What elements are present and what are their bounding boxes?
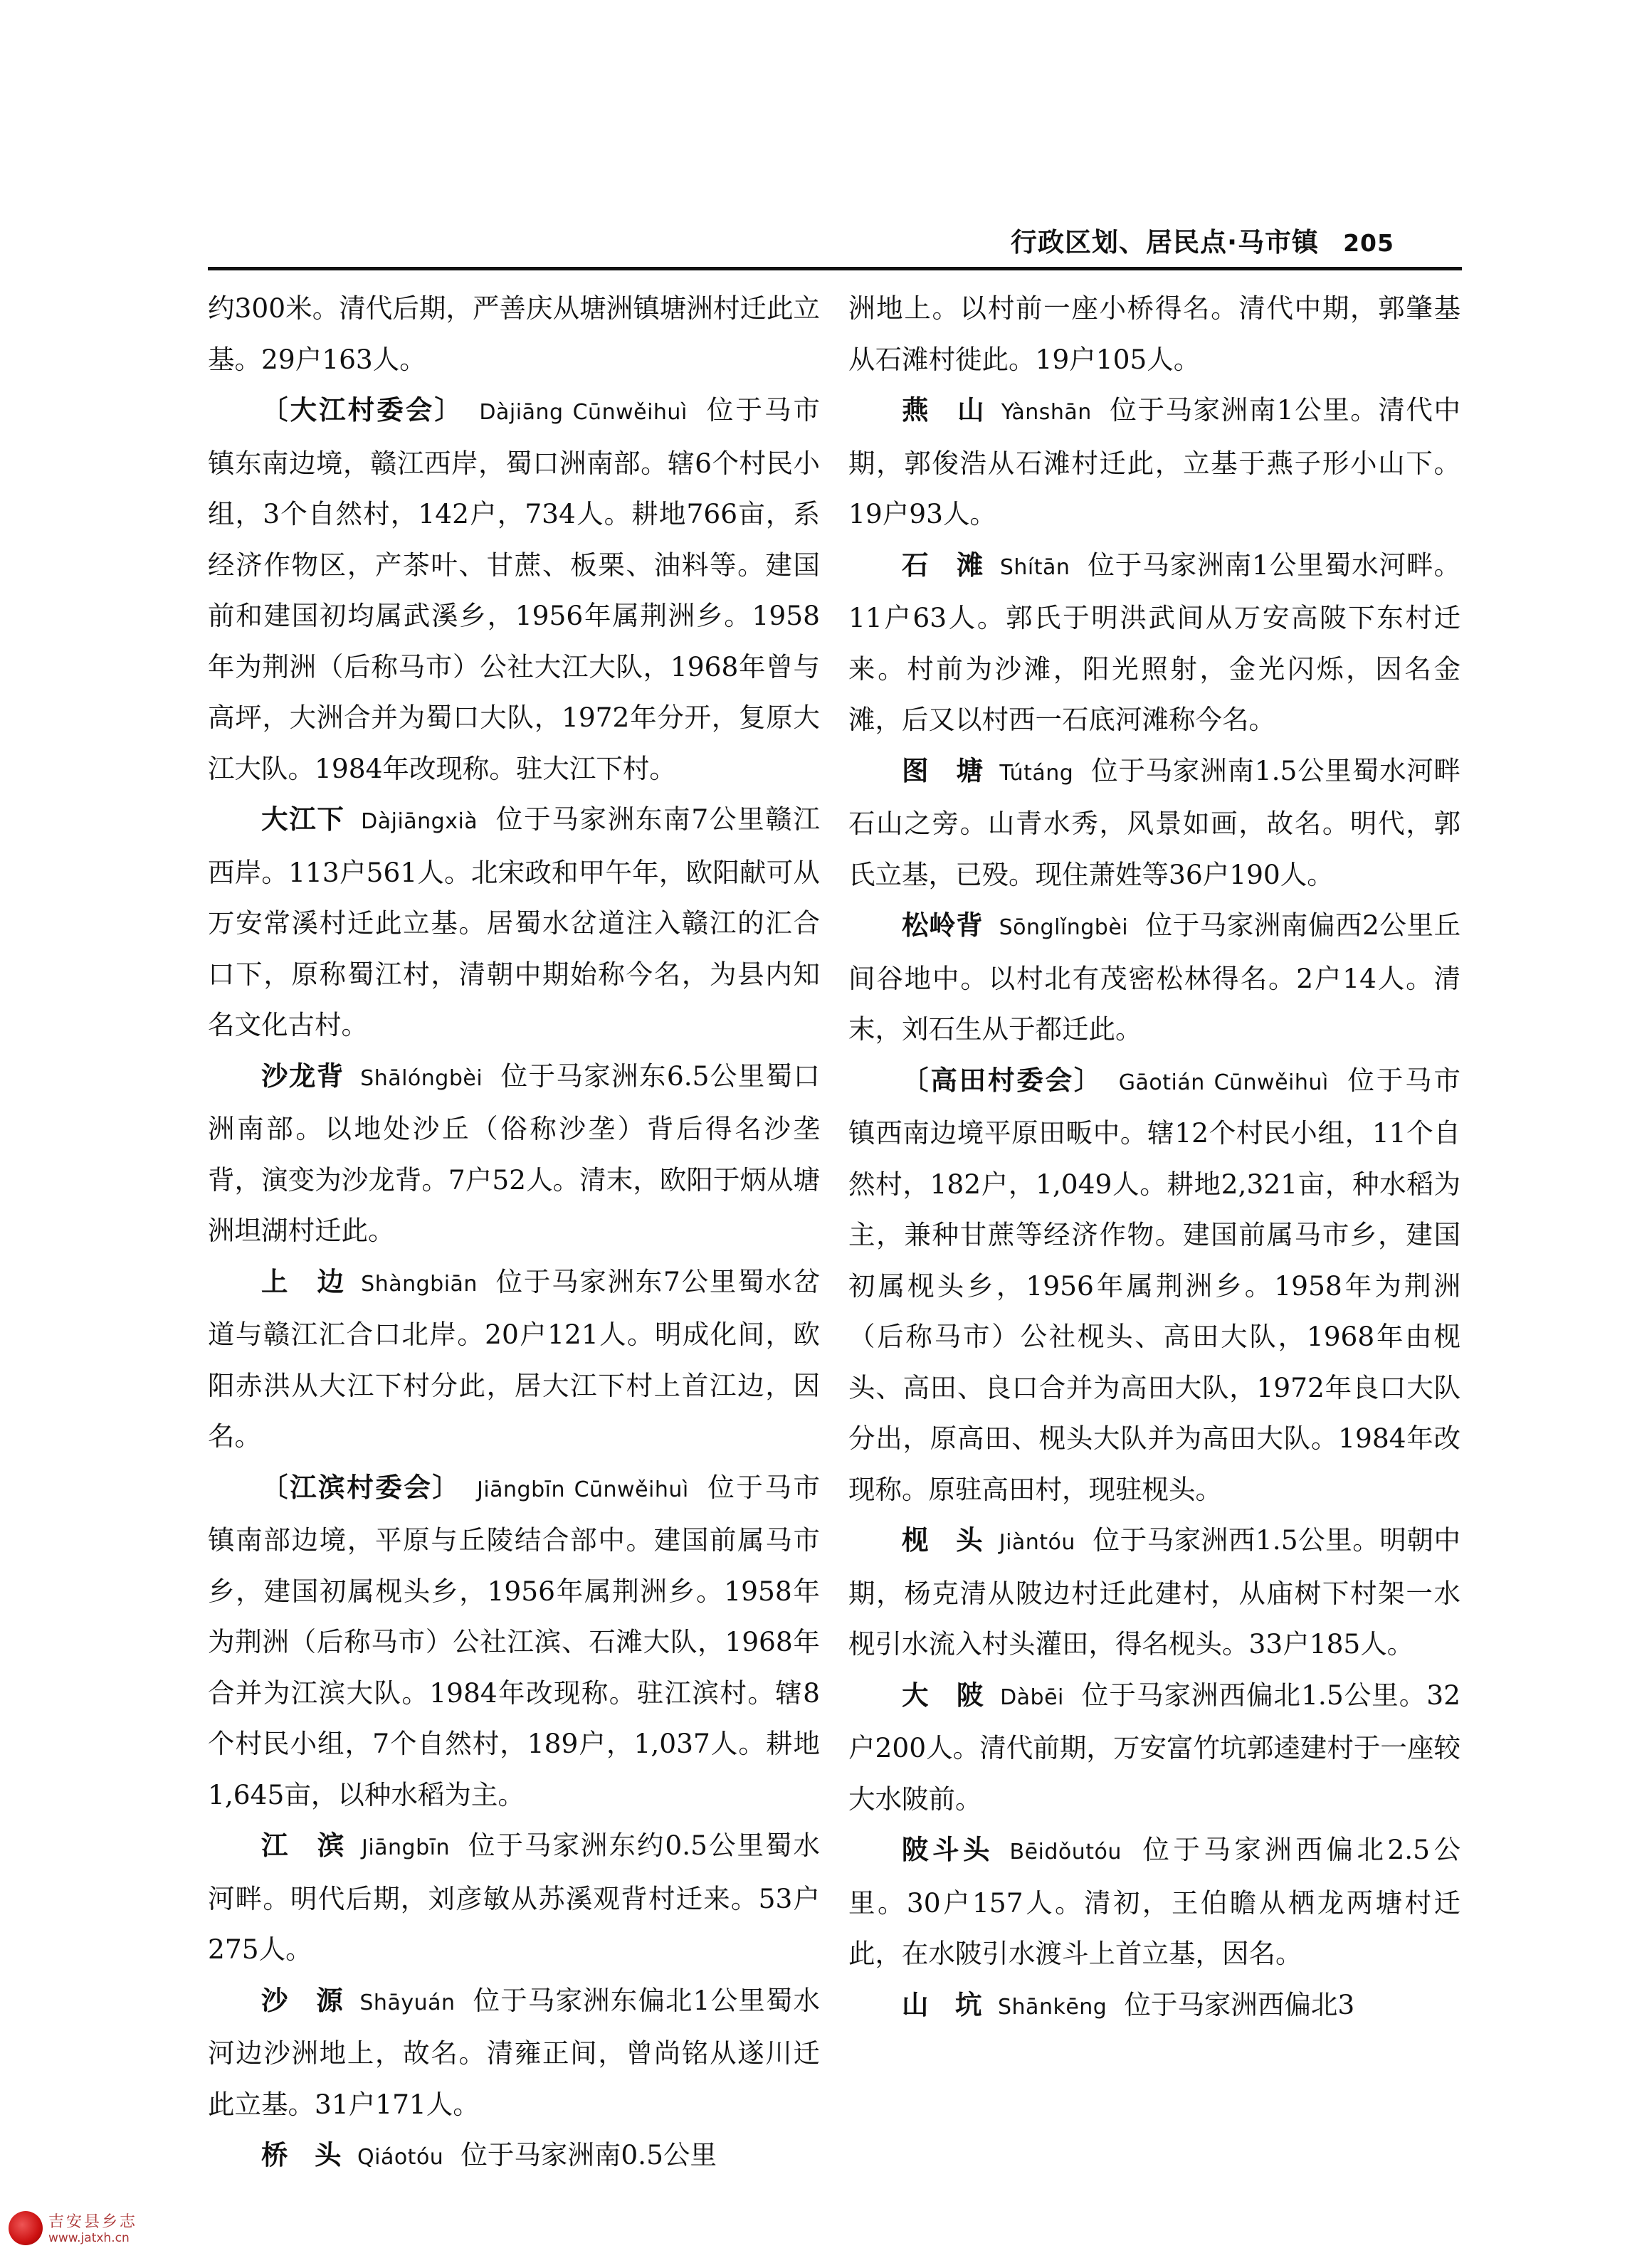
entry-paragraph [208,1257,820,1462]
entry-pinyin: Qiáotóu [357,2145,444,2170]
entry-paragraph [208,2130,820,2183]
entry-text: 位于马家洲西1.5公里。明朝中期，杨克清从陂边村迁此建村，从庙树下村架一水枧引水流入村头灌田，得名枧头。33户185人。 [848,1524,1461,1660]
entry-term: 〔高田村委会〕 [902,1064,1103,1096]
entry-term: 图 塘 [902,754,984,786]
entry-paragraph [848,1515,1460,1670]
entry-paragraph [208,794,820,1051]
entry-term: 桥 头 [261,2139,342,2171]
entry-text: 位于马家洲南1.5公里蜀水河畔石山之旁。山青水秀，风景如画，故名。明代，郭氏立基，已殁。现住萧姓等36户190人。 [848,754,1461,890]
entry-pinyin: Jiāngbīn [361,1835,450,1860]
running-header [1011,221,1438,259]
entry-pinyin: Jiāngbīn Cūnwěihuì [476,1477,689,1502]
entry-text: 位于马家洲东约0.5公里蜀水河畔。明代后期，刘彦敏从苏溪观背村迁来。53户275人。 [208,1830,820,1965]
right-column [848,283,1460,2032]
entry-paragraph [208,1976,820,2131]
entry-paragraph [848,385,1460,540]
entry-text: 约300米。清代后期，严善庆从塘洲镇塘洲村迁此立基。29户163人。 [208,292,820,375]
entry-paragraph [848,1055,1460,1516]
entry-text: 位于马家洲东7公里蜀水岔道与赣江汇合口北岸。20户121人。明成化间，欧阳赤洪从大江下村分此，居大江下村上首江边，因名。 [208,1265,820,1452]
entry-text: 位于马家洲西偏北3 [1124,1988,1355,2020]
entry-text: 位于马家洲南1公里。清代中期，郭俊浩从石滩村迁此，立基于燕子形小山下。19户93人。 [848,394,1460,529]
entry-pinyin: Gāotián Cūnwěihuì [1118,1070,1329,1095]
entry-text: 位于马市镇东南边境，赣江西岸，蜀口洲南部。辖6个村民小组，3个自然村，142户，734人。耕地766亩，系经济作物区，产茶叶、甘蔗、板栗、油料等。建国前和建国初均属武溪乡，1956年属荆洲乡。1958年为荆洲（后称马市）公社大江大队，1968年曾与高坪，大洲合并为蜀口大队，1972年分开，复原大江大队。1984年改现称。驻大江下村。 [208,394,821,784]
entry-paragraph [208,385,820,794]
header-rule [208,267,1462,270]
entry-paragraph [848,283,1460,385]
entry-term: 山 坑 [902,1988,982,2020]
entry-term: 沙龙背 [261,1060,344,1092]
entry-paragraph [848,540,1460,746]
entry-paragraph [208,1462,820,1821]
entry-pinyin: Yànshān [1001,400,1092,425]
entry-paragraph [848,746,1460,901]
entry-text: 位于马家洲南偏西2公里丘间谷地中。以村北有茂密松林得名。2户14人。清末，刘石生从于都迁此。 [848,909,1460,1045]
entry-text: 位于马家洲西偏北2.5公里。30户157人。清初，王伯瞻从栖龙两塘村迁此，在水陂引水渡斗上首立基，因名。 [848,1834,1461,1969]
entry-text: 位于马家洲东南7公里赣江西岸。113户561人。北宋政和甲午年，欧阳献可从万安常溪村迁此立基。居蜀水岔道注入赣江的汇合口下，原称蜀江村，清朝中期始称今名，为县内知名文化古村。 [208,803,821,1040]
entry-pinyin: Shāyuán [359,1990,456,2015]
entry-text: 位于马家洲南1公里蜀水河畔。11户63人。郭氏于明洪武间从万安高陂下东村迁来。村前为沙滩，阳光照射，金光闪烁，因名金滩，后又以村西一石底河滩称今名。 [848,549,1461,735]
left-column [208,283,820,2183]
page-number: 205 [1343,229,1394,257]
entry-pinyin: Dàbēi [1000,1684,1064,1710]
entry-paragraph [848,1980,1460,2033]
watermark-name: 吉安县乡志 [48,2213,138,2231]
entry-term: 大 陂 [902,1679,984,1711]
watermark-url: www.jatxh.cn [48,2231,130,2245]
entry-paragraph [848,900,1460,1055]
entry-term: 枧 头 [902,1524,984,1556]
entry-term: 〔大江村委会〕 [261,394,463,426]
entry-paragraph [208,283,820,385]
entry-term: 石 滩 [902,549,984,581]
entry-text: 位于马家洲南0.5公里 [460,2139,717,2171]
entry-pinyin: Sōnglǐngbèi [999,915,1129,940]
entry-paragraph [848,1825,1460,1980]
entry-pinyin: Shítān [999,554,1070,580]
entry-term: 大江下 [261,803,345,835]
entry-pinyin: Shàngbiān [361,1271,478,1297]
entry-text: 洲地上。以村前一座小桥得名。清代中期，郭肇基从石滩村徙此。19户105人。 [848,292,1460,375]
entry-text: 位于马家洲东偏北1公里蜀水河边沙洲地上，故名。清雍正间，曾尚铭从遂川迁此立基。31户171人。 [208,1984,821,2120]
entry-pinyin: Shānkēng [998,1994,1107,2020]
entry-paragraph [848,1670,1460,1825]
entry-paragraph [208,1051,820,1257]
entry-pinyin: Tútáng [999,760,1074,786]
entry-text: 位于马家洲东6.5公里蜀口洲南部。以地处沙丘（俗称沙垄）背后得名沙垄背，演变为沙龙背。7户52人。清末，欧阳于炳从塘洲坦湖村迁此。 [208,1060,821,1246]
entry-term: 燕 山 [902,394,986,426]
entry-text: 位于马家洲西偏北1.5公里。32户200人。清代前期，万安富竹坑郭逵建村于一座较大水陂前。 [848,1679,1460,1815]
seal-logo-icon [9,2211,43,2245]
entry-term: 沙 源 [261,1984,344,2016]
entry-term: 江 滨 [261,1830,346,1861]
entry-text: 位于马市镇西南边境平原田畈中。辖12个村民小组，11个自然村，182户，1,049人。耕地2,321亩，种水稻为主，兼种甘蔗等经济作物。建国前属马市乡，建国初属枧头乡，1956年属荆洲乡。1958年为荆洲（后称马市）公社枧头、高田大队，1968年由枧头、高田、良口合并为高田大队，1972年良口大队分出，原高田、枧头大队并为高田大队。1984年改现称。原驻高田村，现驻枧头。 [848,1064,1461,1505]
entry-term: 上 边 [261,1265,345,1297]
watermark-seal [4,2210,218,2252]
entry-pinyin: Jiàntóu [999,1530,1075,1555]
section-title: 行政区划、居民点·马市镇 [1011,227,1320,258]
entry-pinyin: Dàjiāngxià [361,809,478,834]
entry-pinyin: Shālóngbèi [360,1065,483,1091]
entry-pinyin: Bēidǒutóu [1009,1840,1122,1864]
entry-text: 位于马市镇南部边境，平原与丘陵结合部中。建国前属马市乡，建国初属枧头乡，1956年属荆洲乡。1958年为荆洲（后称马市）公社江滨、石滩大队，1968年合并为江滨大队。1984年改现称。驻江滨村。辖8个村民小组，7个自然村，189户，1,037人。耕地1,645亩，以种水稻为主。 [208,1471,821,1810]
entry-term: 松岭背 [902,909,984,941]
entry-term: 〔江滨村委会〕 [261,1471,461,1503]
entry-paragraph [208,1820,820,1976]
entry-pinyin: Dàjiāng Cūnwěihuì [479,400,688,425]
entry-term: 陂斗头 [902,1834,994,1865]
